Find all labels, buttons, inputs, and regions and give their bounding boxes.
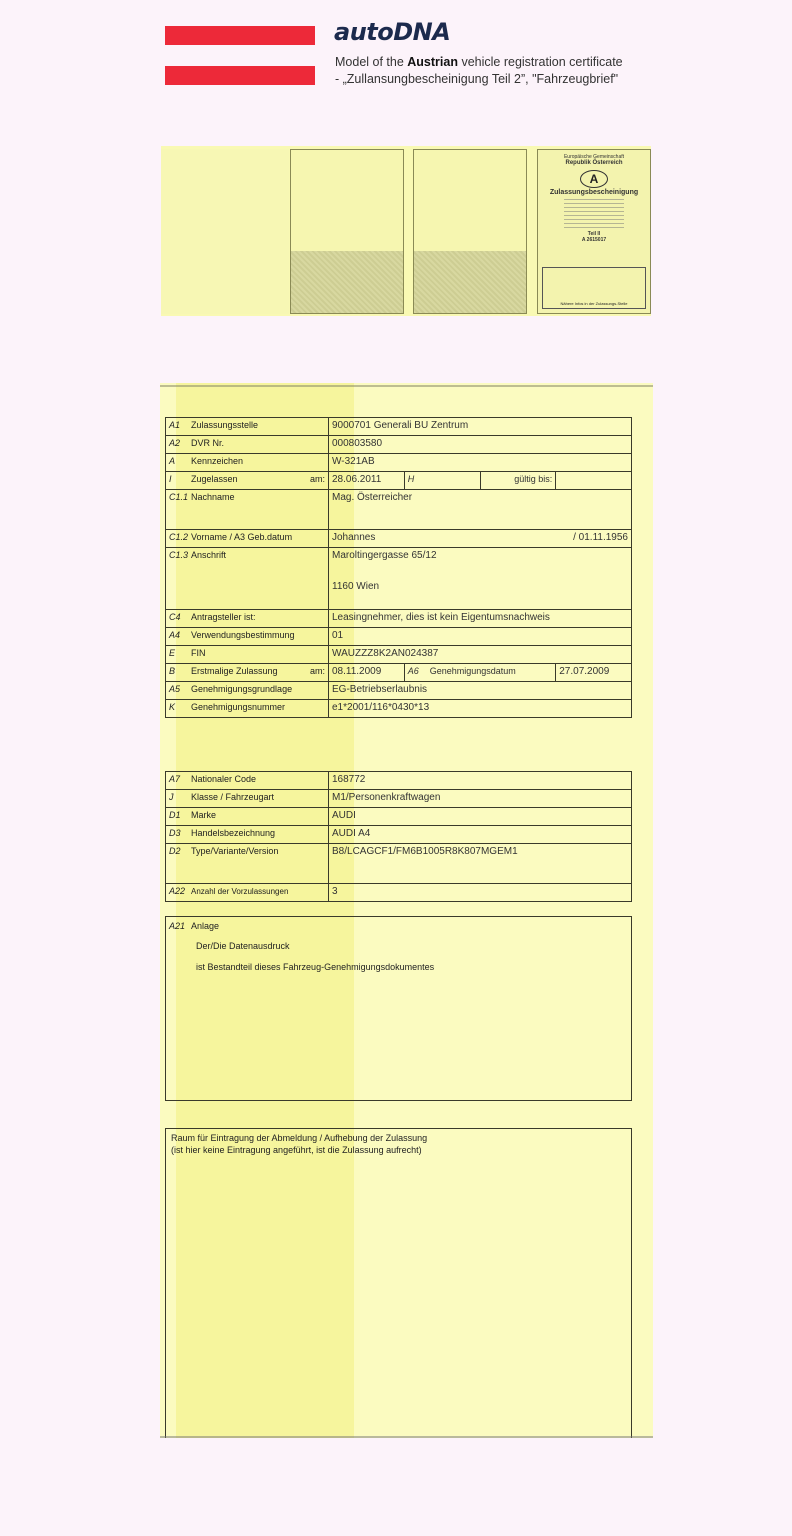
anlage-label: A21 Anlage xyxy=(169,921,220,931)
certificate-booklet-outside xyxy=(161,146,651,316)
cover-stamp-box xyxy=(542,267,646,309)
field-value-klasse: M1/Personenkraftwagen xyxy=(329,790,632,808)
field-label: A4 Verwendungsbestimmung xyxy=(166,628,329,646)
booklet-panel-3 xyxy=(413,149,527,314)
field-value-zugelassen: 28.06.2011 xyxy=(329,472,405,490)
field-value-handelsbezeichnung: AUDI A4 xyxy=(329,826,632,844)
cover-title: Zulassungsbescheinigung xyxy=(549,189,639,196)
vehicle-table xyxy=(165,771,632,902)
field-value-vorname: Johannes / 01.11.1956 xyxy=(329,530,632,548)
page-caption xyxy=(335,54,675,88)
field-code-h: H xyxy=(404,472,480,490)
anlage-line-2: ist Bestandteil dieses Fahrzeug-Genehmigungsdokumentes xyxy=(196,962,435,972)
field-value-antragsteller: Leasingnehmer, dies ist kein Eigentumsnachweis xyxy=(329,610,632,628)
cover-country-code: A xyxy=(580,170,608,188)
field-value-dvr: 000803580 xyxy=(329,436,632,454)
table-row xyxy=(166,844,632,884)
field-label: A Kennzeichen xyxy=(166,454,329,472)
field-value-erstzulassung: 08.11.2009 xyxy=(329,664,405,682)
field-value-kennzeichen: W-321AB xyxy=(329,454,632,472)
caption-line-2: - „Zullansungbescheinigung Teil 2”, "Fahrzeugbrief" xyxy=(335,72,619,86)
field-label: J Klasse / Fahrzeugart xyxy=(166,790,329,808)
table-row xyxy=(166,490,632,530)
autodna-logo: autoDNA xyxy=(334,18,451,46)
field-label: A5 Genehmigungsgrundlage xyxy=(166,682,329,700)
booklet-panel-2 xyxy=(290,149,404,314)
booklet-cover-panel xyxy=(537,149,651,314)
field-label: C1.2 Vorname / A3 Geb.datum xyxy=(166,530,329,548)
caption-suffix: vehicle registration certificate xyxy=(457,55,623,69)
flag-white-stripe xyxy=(165,45,315,66)
table-row xyxy=(166,790,632,808)
booklet-back-panel xyxy=(161,149,289,314)
cover-eu-label: Europäische Gemeinschaft xyxy=(563,154,625,160)
cover-footer-note: Nähere Infos in der Zulassungs-Stelle xyxy=(560,301,628,306)
document-top-edge xyxy=(160,385,653,387)
table-row xyxy=(166,530,632,548)
field-value-nationaler-code: 168772 xyxy=(329,772,632,790)
table-row xyxy=(166,808,632,826)
document-bottom-edge xyxy=(160,1436,653,1438)
anlage-box xyxy=(165,916,632,1101)
field-label: D2 Type/Variante/Version xyxy=(166,844,329,884)
field-value-marke: AUDI xyxy=(329,808,632,826)
field-label: A2 DVR Nr. xyxy=(166,436,329,454)
field-value-type: B8/LCAGCF1/FM6B1005R8K807MGEM1 xyxy=(329,844,632,884)
field-value-genehmigungsgrundlage: EG-Betriebserlaubnis xyxy=(329,682,632,700)
table-row xyxy=(166,884,632,902)
table-row xyxy=(166,682,632,700)
field-value-verwendung: 01 xyxy=(329,628,632,646)
field-value-gueltig-bis xyxy=(556,472,632,490)
table-row xyxy=(166,664,632,682)
field-label: A22 Anzahl der Vorzulassungen xyxy=(166,884,329,902)
abmeldung-box xyxy=(165,1128,632,1438)
table-row xyxy=(166,454,632,472)
field-label-gueltig-bis: gültig bis: xyxy=(480,472,556,490)
table-row xyxy=(166,826,632,844)
table-row xyxy=(166,436,632,454)
field-label: E FIN xyxy=(166,646,329,664)
field-label: I Zugelassen am: xyxy=(166,472,329,490)
cover-part: Teil II xyxy=(587,231,601,237)
austria-flag-icon xyxy=(165,26,315,86)
field-label: C1.1 Nachname xyxy=(166,490,329,530)
table-row xyxy=(166,628,632,646)
registration-certificate-page xyxy=(160,383,653,1438)
cover-republic-label: Republik Österreich xyxy=(565,160,623,166)
flag-red-stripe-bottom xyxy=(165,66,315,85)
field-value-nachname: Mag. Österreicher xyxy=(329,490,632,530)
holder-table xyxy=(165,417,632,718)
caption-prefix: Model of the xyxy=(335,55,408,69)
field-value-vorzulassungen: 3 xyxy=(329,884,632,902)
field-label-genehmigungsdatum: A6 Genehmigungsdatum xyxy=(404,664,556,682)
field-label: B Erstmalige Zulassung am: xyxy=(166,664,329,682)
table-row xyxy=(166,418,632,436)
field-label: A7 Nationaler Code xyxy=(166,772,329,790)
abmeldung-line-1: Raum für Eintragung der Abmeldung / Aufhebung der Zulassung xyxy=(171,1133,428,1143)
field-label: C4 Antragsteller ist: xyxy=(166,610,329,628)
field-label: C1.3 Anschrift xyxy=(166,548,329,610)
field-value-fin: WAUZZZ8K2AN024387 xyxy=(329,646,632,664)
field-value-genehmigungsnummer: e1*2001/116*0430*13 xyxy=(329,700,632,718)
table-row xyxy=(166,472,632,490)
cover-translations xyxy=(564,199,624,228)
table-row xyxy=(166,772,632,790)
field-value-zulassungsstelle: 9000701 Generali BU Zentrum xyxy=(329,418,632,436)
field-label: K Genehmigungsnummer xyxy=(166,700,329,718)
table-row xyxy=(166,646,632,664)
field-value-anschrift: Maroltingergasse 65/12 1160 Wien xyxy=(329,548,632,610)
field-label: A1 Zulassungsstelle xyxy=(166,418,329,436)
field-label: D1 Marke xyxy=(166,808,329,826)
cover-number: A 2615017 xyxy=(581,237,607,243)
abmeldung-line-2: (ist hier keine Eintragung angeführt, ist die Zulassung aufrecht) xyxy=(171,1145,422,1155)
table-row xyxy=(166,700,632,718)
table-row xyxy=(166,548,632,610)
table-row xyxy=(166,610,632,628)
flag-red-stripe-top xyxy=(165,26,315,45)
caption-country: Austrian xyxy=(407,55,458,69)
anlage-line-1: Der/Die Datenausdruck xyxy=(196,941,290,951)
field-label: D3 Handelsbezeichnung xyxy=(166,826,329,844)
field-value-genehmigungsdatum: 27.07.2009 xyxy=(556,664,632,682)
